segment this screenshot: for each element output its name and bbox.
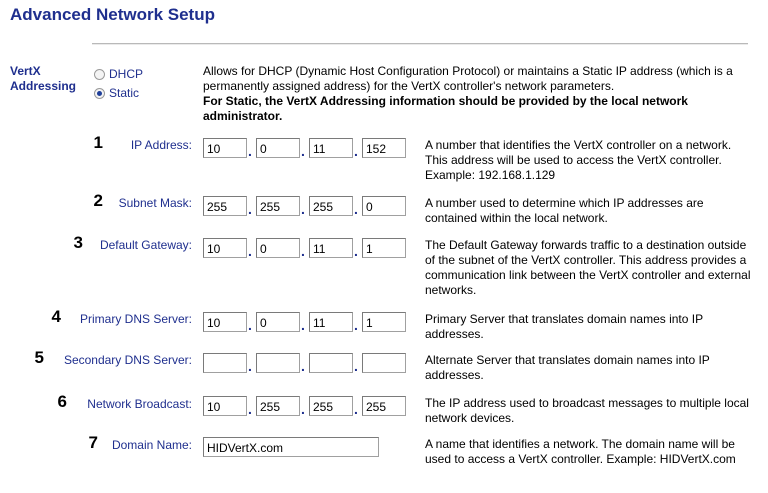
row-number-1: 1 bbox=[93, 133, 103, 152]
gateway-octet-3[interactable]: 11 bbox=[309, 238, 353, 258]
subnet-octet-3[interactable]: 255 bbox=[309, 196, 353, 216]
static-option[interactable] bbox=[94, 86, 139, 100]
subnet-octet-1[interactable]: 255 bbox=[203, 196, 247, 216]
dns1-dot-1: . bbox=[248, 317, 252, 333]
addressing-description-text: Allows for DHCP (Dynamic Host Configuration Protocol) or maintains a Static IP address (which is a permanently assigned address) for the VertX controller's network parameters. bbox=[203, 64, 733, 93]
row-number-4: 4 bbox=[51, 307, 61, 326]
dns1-octet-1[interactable]: 10 bbox=[203, 312, 247, 332]
page-title: Advanced Network Setup bbox=[10, 5, 215, 24]
network-broadcast-label: Network Broadcast: bbox=[87, 397, 192, 411]
ip-address-label: IP Address: bbox=[130, 138, 192, 152]
dns2-dot-2: . bbox=[301, 358, 305, 374]
primary-dns-label: Primary DNS Server: bbox=[79, 312, 192, 326]
ip-octet-4[interactable]: 152 bbox=[362, 138, 406, 158]
gateway-dot-1: . bbox=[248, 243, 252, 259]
subnet-dot-3: . bbox=[354, 201, 358, 217]
gateway-dot-2: . bbox=[301, 243, 305, 259]
subnet-mask-label: Subnet Mask: bbox=[118, 196, 192, 210]
ip-dot-2: . bbox=[301, 143, 305, 159]
subnet-dot-1: . bbox=[248, 201, 252, 217]
subnet-mask-description: A number used to determine which IP addresses are contained within the local network. bbox=[425, 196, 704, 225]
domain-name-label: Domain Name: bbox=[111, 438, 192, 452]
static-label: Static bbox=[109, 86, 140, 100]
dns2-octet-1[interactable] bbox=[203, 353, 247, 373]
ip-octet-2[interactable]: 0 bbox=[256, 138, 300, 158]
secondary-dns-label: Secondary DNS Server: bbox=[63, 353, 192, 367]
broadcast-dot-1: . bbox=[248, 401, 252, 417]
dns1-octet-2[interactable]: 0 bbox=[256, 312, 300, 332]
primary-dns-description: Primary Server that translates domain names into IP addresses. bbox=[425, 312, 703, 341]
row-number-5: 5 bbox=[34, 348, 44, 367]
row-number-6: 6 bbox=[57, 392, 67, 411]
dns2-dot-1: . bbox=[248, 358, 252, 374]
broadcast-octet-4[interactable]: 255 bbox=[362, 396, 406, 416]
secondary-dns-description: Alternate Server that translates domain names into IP addresses. bbox=[425, 353, 710, 382]
broadcast-octet-3[interactable]: 255 bbox=[309, 396, 353, 416]
dns1-dot-3: . bbox=[354, 317, 358, 333]
dns1-octet-3[interactable]: 11 bbox=[309, 312, 353, 332]
domain-name-input[interactable]: HIDVertX.com bbox=[203, 437, 379, 457]
addressing-description bbox=[203, 64, 753, 124]
default-gateway-description: The Default Gateway forwards traffic to a destination outside of the subnet of the VertX controller. This address provides a communication link between the VertX controller and external networks. bbox=[425, 238, 751, 297]
static-radio[interactable] bbox=[94, 88, 105, 99]
ip-dot-1: . bbox=[248, 143, 252, 159]
ip-octet-1[interactable]: 10 bbox=[203, 138, 247, 158]
dns2-octet-4[interactable] bbox=[362, 353, 406, 373]
row-number-7: 7 bbox=[88, 433, 98, 452]
subnet-octet-4[interactable]: 0 bbox=[362, 196, 406, 216]
addressing-description-bold: For Static, the VertX Addressing information should be provided by the local network administrator. bbox=[203, 94, 688, 123]
dns1-dot-2: . bbox=[301, 317, 305, 333]
broadcast-octet-2[interactable]: 255 bbox=[256, 396, 300, 416]
vertx-addressing-label: VertX Addressing bbox=[10, 64, 77, 93]
dhcp-label: DHCP bbox=[109, 67, 144, 81]
broadcast-octet-1[interactable]: 10 bbox=[203, 396, 247, 416]
subnet-octet-2[interactable]: 255 bbox=[256, 196, 300, 216]
gateway-octet-1[interactable]: 10 bbox=[203, 238, 247, 258]
default-gateway-label: Default Gateway: bbox=[99, 238, 192, 252]
broadcast-dot-3: . bbox=[354, 401, 358, 417]
ip-octet-3[interactable]: 11 bbox=[309, 138, 353, 158]
ip-dot-3: . bbox=[354, 143, 358, 159]
dhcp-radio[interactable] bbox=[94, 69, 105, 80]
dns2-octet-2[interactable] bbox=[256, 353, 300, 373]
domain-name-description: A name that identifies a network. The domain name will be used to access a VertX controller. Example: HIDVertX.com bbox=[425, 437, 736, 466]
subnet-dot-2: . bbox=[301, 201, 305, 217]
row-number-3: 3 bbox=[73, 233, 83, 252]
divider bbox=[92, 43, 748, 45]
network-broadcast-description: The IP address used to broadcast messages to multiple local network devices. bbox=[425, 396, 749, 425]
gateway-octet-4[interactable]: 1 bbox=[362, 238, 406, 258]
dns2-dot-3: . bbox=[354, 358, 358, 374]
dns1-octet-4[interactable]: 1 bbox=[362, 312, 406, 332]
gateway-dot-3: . bbox=[354, 243, 358, 259]
dhcp-option[interactable] bbox=[94, 67, 143, 81]
ip-address-description: A number that identifies the VertX controller on a network. This address will be used to access the VertX controller. Example: 192.168.1.129 bbox=[425, 138, 732, 182]
row-number-2: 2 bbox=[93, 191, 103, 210]
dns2-octet-3[interactable] bbox=[309, 353, 353, 373]
broadcast-dot-2: . bbox=[301, 401, 305, 417]
gateway-octet-2[interactable]: 0 bbox=[256, 238, 300, 258]
